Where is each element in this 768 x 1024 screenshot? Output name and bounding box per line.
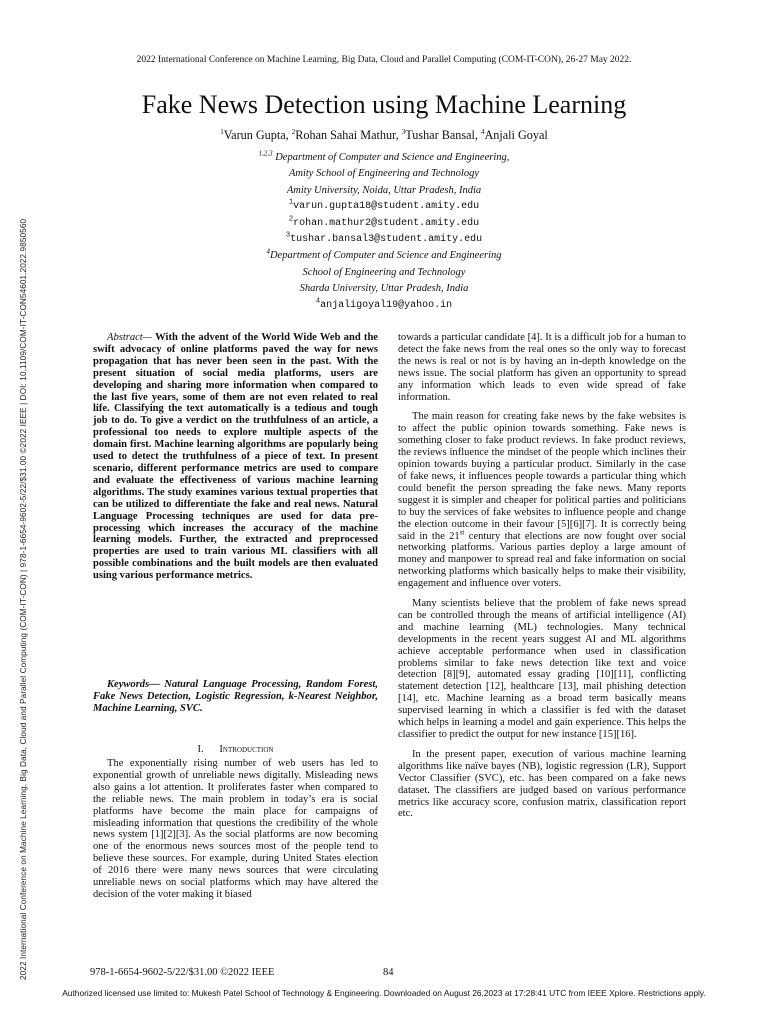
author-sup-4: 4 [480,127,485,136]
right-paragraph-3: Many scientists believe that the problem of fake news spread can be controlled through the means of artificial intelligence (AI) and machine learning (ML) technologies. Many technical developments in the recent years suggest AI and ML algorithms achieve acceptable performance when used in classification problems similar to fake news detection like text and voice detection [8][9], automated essay grading [10][11], conflicting statement detection [12], healthcare [13], mail phishing detection [14], etc. Machine learning as a broad term basically means supervised learning in which a classifier is fed with the dataset which helps in learning a model and gain experience. This helps the classifier to predict the output for new instance [15][16]. [398,598,686,740]
abstract-lead: Abstract— [107,332,153,343]
author-list [0,128,768,143]
email-4: anjaligoyal19@yahoo.in [320,299,453,311]
email-2: rohan.mathur2@student.amity.edu [293,217,480,229]
right-paragraph-4: In the present paper, execution of various machine learning algorithms like naïve bayes (NB), logistic regression (LR), Support Vector Classifier (SVC), etc. has been compared on a fake news dataset. The classifiers are judged based on various performance metrics like accuracy score, confusion matrix, classification report etc. [398,748,686,820]
author-sup-2: 2 [291,127,296,136]
section-title: Introduction [219,744,274,755]
author-3: Tushar Bansal, [405,128,481,142]
email-1: varun.gupta18@student.amity.edu [293,201,480,213]
right-paragraph-2-a: The main reason for creating fake news by the fake websites is to affect the public opinion towards something. Fake news is something closer to fake product reviews. In fake product reviews, the reviews influence the mindset of the people which inclines their opinion towards buying a particular product. Similarly in the case of fake news, it influences people towards a particular thing which could benefit the person spreading the fake news. Many reports suggest it is simpler and cheaper for political parties and politicians to buy the services of fake websites to influence people and change the election outcome in their favour [5][6][7]. It is correctly being said in the 21 [398,411,686,542]
affiliation-1-dept-line [0,150,768,166]
affiliation-2-school: School of Engineering and Technology [302,266,466,278]
page-number: 84 [383,967,394,978]
email-sup-2: 2 [288,215,294,224]
right-paragraph-1: towards a particular candidate [4]. It is a difficult job for a human to detect the fake news from the real ones so the only way to forecast the news is real or not is by having an in-depth knowledge on the news issue. The social platform has given an opportunity to spread any information which leads to even wide spread of fake information. [398,332,686,403]
email-line-3 [0,232,768,248]
email-sup-1: 1 [288,198,294,207]
conference-header: 2022 International Conference on Machine Learning, Big Data, Cloud and Parallel Computing (COM-IT-CON), 26-27 May 2022. [136,55,632,65]
affiliation-1-school: Amity School of Engineering and Technology [288,168,480,180]
section-heading-introduction [93,744,378,755]
affiliation-2-sup: 4 [266,247,270,256]
intro-paragraph-1: The exponentially rising number of web users has led to exponential growth of unreliable news digitally. Misleading news also gains a lot attention. It proliferates faster when compared to the reliable news. The main problem in today’s era is social platforms have become the main place for campaigns of misleading information that questions the credibility of the whole news system [1][2][3]. As the social platforms are now becoming one of the enormous news sources most of the people tend to believe these sources. For example, during United States election of 2016 there were many news sources that were circulating unreliable news on social platforms which may have altered the decision of the voter making it biased [93,758,378,900]
author-sup-3: 3 [401,127,406,136]
affiliation-1-dept: Department of Computer and Science and Engineering, [272,152,510,163]
right-column [398,332,686,828]
author-1: Varun Gupta, [223,128,292,142]
affiliation-2-dept-line [0,248,768,264]
authorized-use-notice: Authorized licensed use limited to: Mukesh Patel School of Technology & Engineering. Downloaded on August 26,2023 at 17:28:41 UTC from IEEE Xplore. Restrictions apply. [62,988,706,998]
abstract-text: With the advent of the World Wide Web and the swift advocacy of online platforms paved the way for news propagation that has never been seen in the past. With the present situation of social media platforms, users are developing and sharing more information when compared to the last five years, some of them are not even related to real life. Classifying the text automatically is a tedious and tough job to do. To give a verdict on the truthfulness of an article, a professional too needs to explore multiple aspects of the domain first. Machine learning algorithms are popularly being used to detect the truthfulness of a piece of text. In present scenario, different performance metrics are used to compare and evaluate the effectiveness of various machine learning algorithms. The study examines various textual properties that can be utilized to differentiate the fake and real news. Natural Language Processing techniques are used for data pre-processing which increases the accuracy of the machine learning models. Further, the extracted and preprocessed properties are used to train various ML classifiers with all possible combinations and the built models are then evaluated using various performance metrics. [93,332,378,582]
sidebar-citation-text: 2022 International Conference on Machine Learning, Big Data, Cloud and Parallel Computing (COM-IT-CON) | 978-1-6654-9602-5/22/$31.00 ©2022 IEEE | DOI: 10.1109/COM-IT-CON54601.2022.9850560 [19,218,28,980]
author-2: Rohan Sahai Mathur, [295,128,402,142]
right-paragraph-2 [398,411,686,590]
abstract [93,332,378,582]
affiliation-1 [0,150,768,314]
introduction-column-left [93,758,378,909]
paper-title: Fake News Detection using Machine Learning [141,90,627,119]
affiliation-2-univ: Sharda University, Uttar Pradesh, India [299,283,469,295]
email-sup-4: 4 [315,297,321,306]
keywords: Keywords— Natural Language Processing, Random Forest, Fake News Detection, Logistic Regression, k-Nearest Neighbor, Machine Learning, SVC. [93,679,378,714]
affiliation-2-dept: Department of Computer and Science and Engineering [269,250,502,262]
email-line-2 [0,216,768,232]
author-4: Anjali Goyal [484,128,548,142]
affiliation-1-sup: 1,2,3 [258,149,273,158]
email-sup-3: 3 [285,231,291,240]
century-sup: st [459,527,465,536]
right-paragraph-2-b: century that elections are now fought over social networking platforms. Various parties deploy a large amount of money and manpower to spread real and fake information on social networking platforms which basically helps to make their visibility, engagement and influence over voters. [398,530,686,590]
email-3: tushar.bansal3@student.amity.edu [290,234,483,246]
abstract-paragraph [93,332,378,582]
section-number: I. [197,744,204,755]
email-line-1 [0,199,768,215]
email-line-4 [0,298,768,314]
footer-isbn: 978-1-6654-9602-5/22/$31.00 ©2022 IEEE [90,967,275,978]
affiliation-1-univ: Amity University, Noida, Uttar Pradesh, India [286,184,482,196]
author-sup-1: 1 [220,127,224,136]
